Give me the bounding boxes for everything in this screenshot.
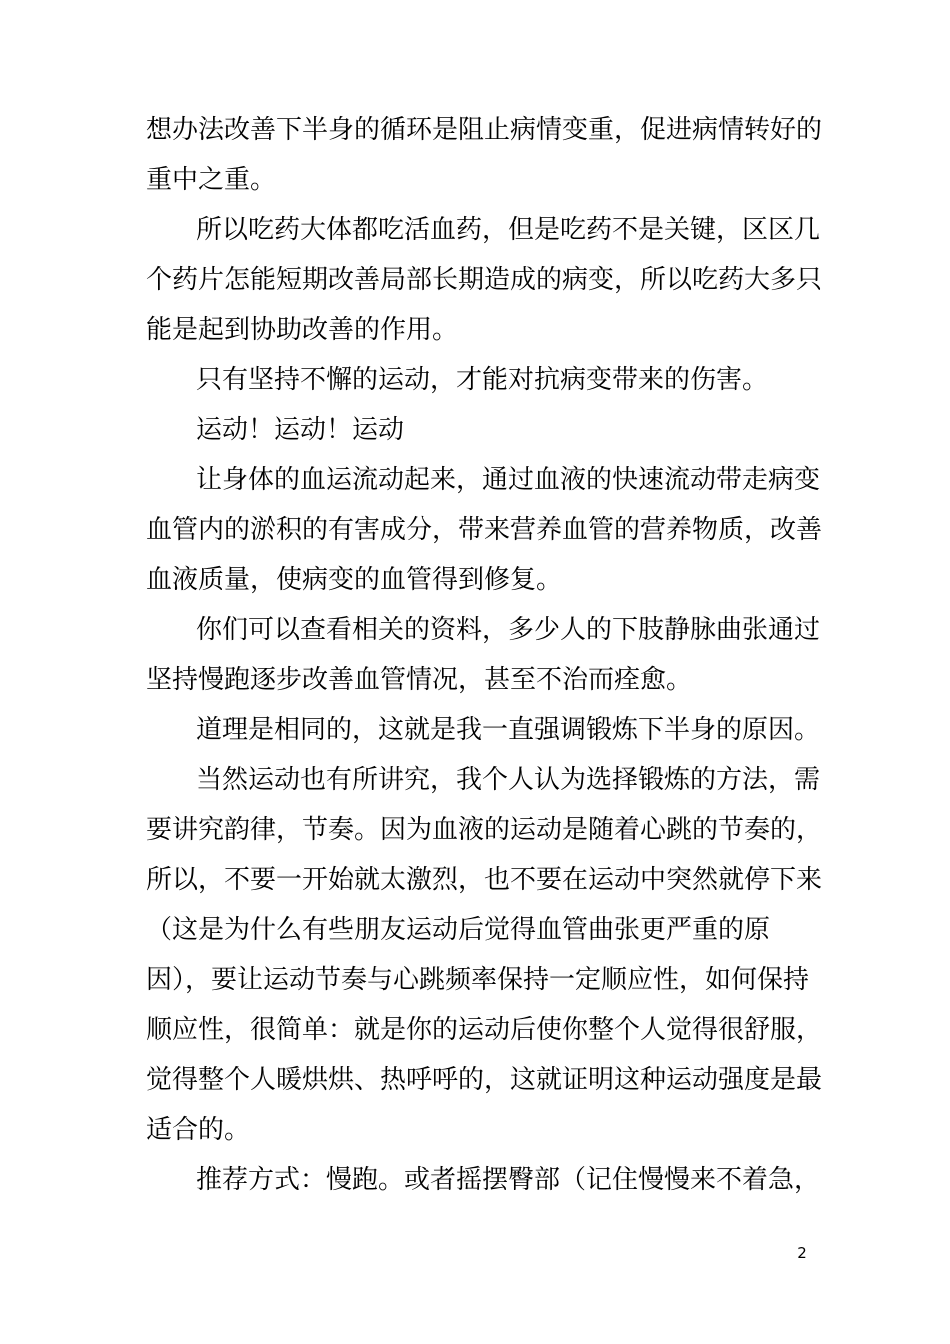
text-line: 运动！运动！运动 xyxy=(196,415,405,445)
text-line: 推荐方式：慢跑。或者摇摆臀部（记住慢慢来不着急， xyxy=(196,1165,821,1195)
text-line: 让身体的血运流动起来，通过血液的快速流动带走病变 xyxy=(196,465,821,495)
text-line: 血液质量，使病变的血管得到修复。 xyxy=(146,565,563,595)
text-line: 顺应性，很简单：就是你的运动后使你整个人觉得很舒服， xyxy=(146,1015,823,1045)
page-number: 2 xyxy=(797,1244,807,1262)
text-line: 当然运动也有所讲究，我个人认为选择锻炼的方法，需 xyxy=(196,765,821,795)
text-line: 所以吃药大体都吃活血药，但是吃药不是关键，区区几 xyxy=(196,215,821,245)
text-line: 所以，不要一开始就太激烈，也不要在运动中突然就停下来 xyxy=(146,865,823,895)
text-line: 适合的。 xyxy=(146,1115,251,1145)
text-line: 只有坚持不懈的运动，才能对抗病变带来的伤害。 xyxy=(196,365,769,395)
text-line: 你们可以查看相关的资料，多少人的下肢静脉曲张通过 xyxy=(196,615,821,645)
text-line: 觉得整个人暖烘烘、热呼呼的，这就证明这种运动强度是最 xyxy=(146,1065,823,1095)
text-line: 道理是相同的，这就是我一直强调锻炼下半身的原因。 xyxy=(196,715,821,745)
text-line: 能是起到协助改善的作用。 xyxy=(146,315,459,345)
text-line: 个药片怎能短期改善局部长期造成的病变，所以吃药大多只 xyxy=(146,265,823,295)
text-line: 血管内的淤积的有害成分，带来营养血管的营养物质，改善 xyxy=(146,515,823,545)
text-line: 要讲究韵律，节奏。因为血液的运动是随着心跳的节奏的， xyxy=(146,815,823,845)
text-line: 坚持慢跑逐步改善血管情况，甚至不治而痊愈。 xyxy=(146,665,693,695)
text-line: 因），要让运动节奏与心跳频率保持一定顺应性，如何保持 xyxy=(146,965,810,995)
text-line: 想办法改善下半身的循环是阻止病情变重，促进病情转好的 xyxy=(146,115,823,145)
text-line: （这是为什么有些朋友运动后觉得血管曲张更严重的原 xyxy=(146,915,771,945)
text-line: 重中之重。 xyxy=(146,165,277,195)
